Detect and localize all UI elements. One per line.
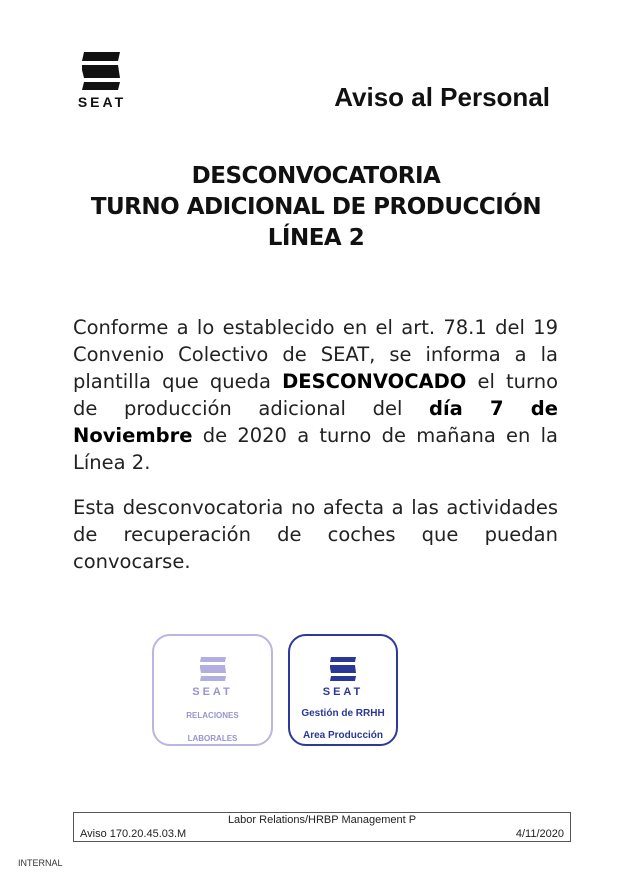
- stamp-line-1: Gestión de RRHH: [301, 708, 385, 719]
- stamp-line-2: LABORALES: [187, 734, 238, 743]
- emphasis-date: día 7 de Noviembre: [73, 397, 558, 447]
- footer-department: Labor Relations/HRBP Management P: [227, 814, 417, 826]
- stamp-line-1: RELACIONES: [186, 711, 239, 720]
- paragraph-announcement: [73, 314, 558, 476]
- paragraph-note: Esta desconvocatoria no afecta a las actividades de recuperación de coches que puedan convocarse.: [73, 496, 558, 573]
- paragraph-text: el turno de producción adicional del: [73, 370, 558, 420]
- footer-reference: Aviso 170.20.45.03.M: [80, 828, 187, 840]
- footer-box: [73, 812, 571, 842]
- stamp-brand: SEAT: [192, 686, 233, 698]
- notice-title: Aviso al Personal: [334, 82, 550, 112]
- seat-logo-icon: [196, 656, 230, 684]
- seat-logo-text: SEAT: [77, 94, 127, 110]
- stamp-gestion-rrhh: [288, 634, 398, 746]
- paragraph-text: de 2020 a turno de mañana en la Línea 2.: [73, 424, 558, 474]
- stamp-line-2: Area Producción: [302, 730, 384, 741]
- footer-date: 4/11/2020: [515, 828, 564, 840]
- document-title-line-3: LÍNEA 2: [267, 225, 365, 251]
- document-title-line-2: TURNO ADICIONAL DE PRODUCCIÓN: [90, 194, 542, 220]
- paragraph-text: Conforme a lo establecido en el art. 78.1 del 19 Convenio Colectivo de SEAT, se informa a la plantilla que queda: [73, 316, 558, 393]
- document-title-line-1: DESCONVOCATORIA: [191, 163, 441, 189]
- classification-label: INTERNAL: [18, 858, 63, 868]
- stamp-relaciones-laborales: [152, 634, 273, 746]
- emphasis-desconvocado: DESCONVOCADO: [282, 370, 467, 393]
- stamp-brand: SEAT: [322, 686, 364, 698]
- seat-logo-icon: [326, 656, 360, 684]
